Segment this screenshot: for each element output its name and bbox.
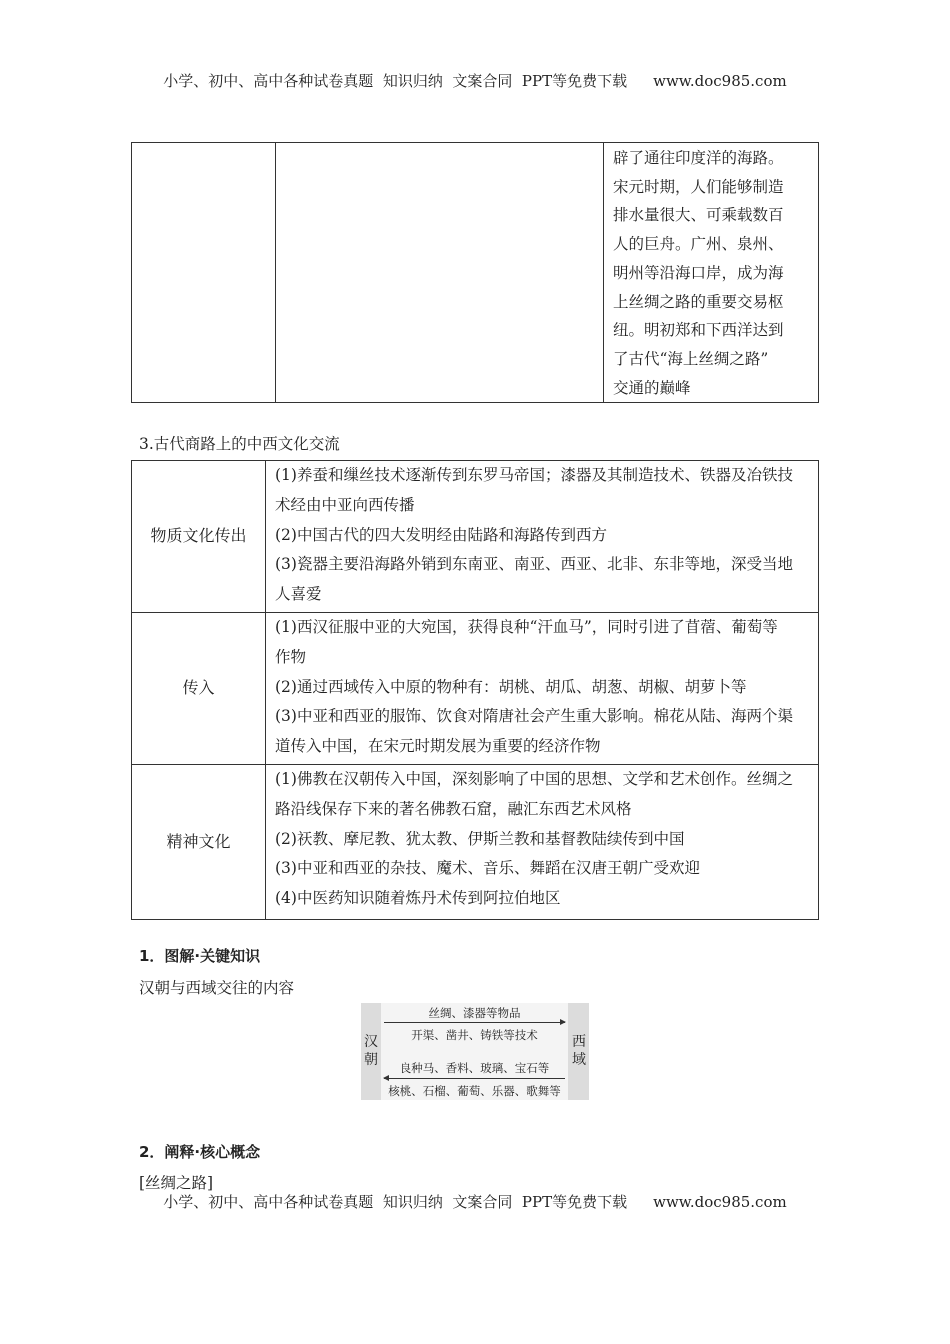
table-row [132, 461, 819, 613]
text-line: (2)通过西域传入中原的物种有：胡桃、胡瓜、胡葱、胡椒、胡萝卜等 [275, 677, 747, 696]
text-line: 作物 [275, 647, 307, 666]
text-line: (3)中亚和西亚的杂技、魔术、音乐、舞蹈在汉唐王朝广受欢迎 [275, 859, 700, 878]
text-line: 辟了通往印度洋的海路。 [613, 149, 784, 167]
text-line: 道传入中国，在宋元时期发展为重要的经济作物 [275, 737, 601, 756]
text-line: (2)祆教、摩尼教、犹太教、伊斯兰教和基督教陆续传到中国 [275, 829, 685, 848]
text-line: 上丝绸之路的重要交易枢 [613, 292, 784, 311]
arrow-to-east [384, 1078, 565, 1079]
text-line: (1)养蚕和缫丝技术逐渐传到东罗马帝国；漆器及其制造技术、铁器及冶铁技 [275, 466, 793, 484]
row-content-material [266, 461, 819, 613]
footer-text: 小学、初中、高中各种试卷真题 知识归纳 文案合同 PPT等免费下载 [163, 1193, 628, 1211]
header-url: www.doc985.com [653, 72, 787, 90]
continuation-table [131, 142, 819, 403]
east-item-2: 核桃、石榴、葡萄、乐器、歌舞等 [388, 1084, 561, 1098]
arrowhead-right-icon [560, 1019, 566, 1025]
text-line: 交通的巅峰 [613, 378, 691, 397]
maritime-route-cell [604, 143, 819, 403]
text-line: (1)佛教在汉朝传入中国，深刻影响了中国的思想、文学和艺术创作。丝绸之 [275, 769, 793, 788]
text-line: 纽。明初郑和下西洋达到 [613, 321, 784, 340]
diagram-body [381, 1003, 568, 1100]
text-line: (2)中国古代的四大发明经由陆路和海路传到西方 [275, 525, 607, 544]
row-label-spiritual: 精神文化 [132, 764, 266, 919]
arrow-to-west [384, 1022, 565, 1023]
text-line: 人喜爱 [275, 585, 322, 604]
west-item-1: 丝绸、漆器等物品 [428, 1006, 521, 1020]
text-line: (4)中医药知识随着炼丹术传到阿拉伯地区 [275, 889, 561, 908]
diagram-left-label: 汉朝 [364, 1034, 378, 1068]
empty-cell-2 [276, 143, 604, 403]
text-line: 人的巨舟。广州、泉州、 [613, 235, 784, 254]
text-line: (3)瓷器主要沿海路外销到东南亚、南亚、西亚、北非、东非等地，深受当地 [275, 555, 793, 574]
east-item-1: 良种马、香料、玻璃、宝石等 [399, 1061, 550, 1075]
row-content-import [266, 612, 819, 764]
header-text: 小学、初中、高中各种试卷真题 知识归纳 文案合同 PPT等免费下载 [163, 72, 628, 90]
silk-road-term: [丝绸之路] [139, 1174, 214, 1192]
han-western-regions-diagram [361, 1003, 589, 1100]
part-1-title: 1．图解·关键知识 [139, 947, 261, 965]
cultural-exchange-table [131, 460, 819, 920]
page-footer [0, 1191, 950, 1212]
table-row [132, 764, 819, 919]
footer-url: www.doc985.com [653, 1193, 787, 1211]
text-line: 路沿线保存下来的著名佛教石窟，融汇东西艺术风格 [275, 799, 632, 818]
west-item-2: 开渠、凿井、铸铁等技术 [411, 1028, 538, 1042]
part-2-title: 2．阐释·核心概念 [139, 1143, 261, 1161]
table-row [132, 612, 819, 764]
arrowhead-left-icon [383, 1075, 389, 1081]
section-3-title: 3.古代商路上的中西文化交流 [139, 435, 340, 453]
diagram-caption: 汉朝与西域交往的内容 [139, 979, 295, 997]
text-line: 宋元时期，人们能够制造 [613, 177, 784, 196]
row-label-import: 传入 [132, 612, 266, 764]
row-content-spiritual [266, 764, 819, 919]
text-line: 了古代“海上丝绸之路” [613, 349, 769, 368]
text-line: 明州等沿海口岸，成为海 [613, 263, 784, 282]
text-line: (3)中亚和西亚的服饰、饮食对隋唐社会产生重大影响。棉花从陆、海两个渠 [275, 707, 793, 726]
text-line: 术经由中亚向西传播 [275, 495, 415, 514]
text-line: 排水量很大、可乘载数百 [613, 206, 784, 225]
diagram-right-label: 西域 [572, 1034, 586, 1068]
empty-cell-1 [132, 143, 276, 403]
text-line: (1)西汉征服中亚的大宛国，获得良种“汗血马”，同时引进了苜蓿、葡萄等 [275, 617, 778, 636]
page-header [0, 70, 950, 91]
maritime-route-text [604, 143, 818, 402]
row-label-material: 物质文化传出 [132, 461, 266, 613]
